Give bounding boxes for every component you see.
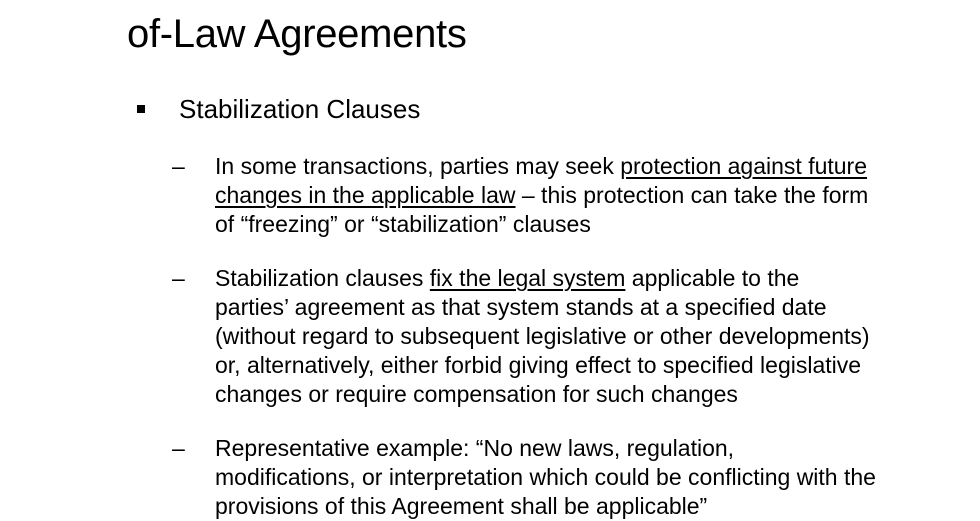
text-line [215, 181, 960, 210]
text-line: changes or require compensation for such changes [215, 381, 738, 407]
text-line: of “freezing” or “stabilization” clauses [215, 211, 591, 237]
text-line [215, 152, 960, 181]
text-line: Representative example: “No new laws, regulation, [215, 435, 735, 461]
dash-bullet-icon: – [172, 265, 185, 291]
text-line: modifications, or interpretation which could be conflicting with the [215, 464, 876, 490]
text-run: In some transactions, parties may seek [215, 153, 621, 179]
text-line: (without regard to subsequent legislative or other developments) [215, 323, 870, 349]
sub-point-text [215, 264, 960, 409]
dash-bullet-icon: – [172, 153, 185, 179]
text-line: or, alternatively, either forbid giving effect to specified legislative [215, 352, 862, 378]
text-line [215, 264, 960, 293]
square-bullet-icon [137, 105, 145, 113]
sub-point-text [215, 152, 960, 239]
text-run: applicable to the [625, 265, 800, 291]
underlined-text: changes in the applicable law [215, 182, 516, 208]
text-line: provisions of this Agreement shall be applicable” [215, 493, 708, 519]
sub-point-text [215, 434, 960, 521]
bullet-text: Stabilization Clauses [179, 94, 421, 124]
underlined-text: fix the legal system [429, 265, 626, 291]
slide-title: of-Law Agreements [127, 12, 467, 56]
text-run: Stabilization clauses [215, 265, 430, 291]
text-line: parties’ agreement as that system stands at a specified date [215, 294, 827, 320]
text-run: – this protection can take the form [515, 182, 869, 208]
dash-bullet-icon: – [172, 435, 185, 461]
underlined-text: protection against future [620, 153, 868, 179]
